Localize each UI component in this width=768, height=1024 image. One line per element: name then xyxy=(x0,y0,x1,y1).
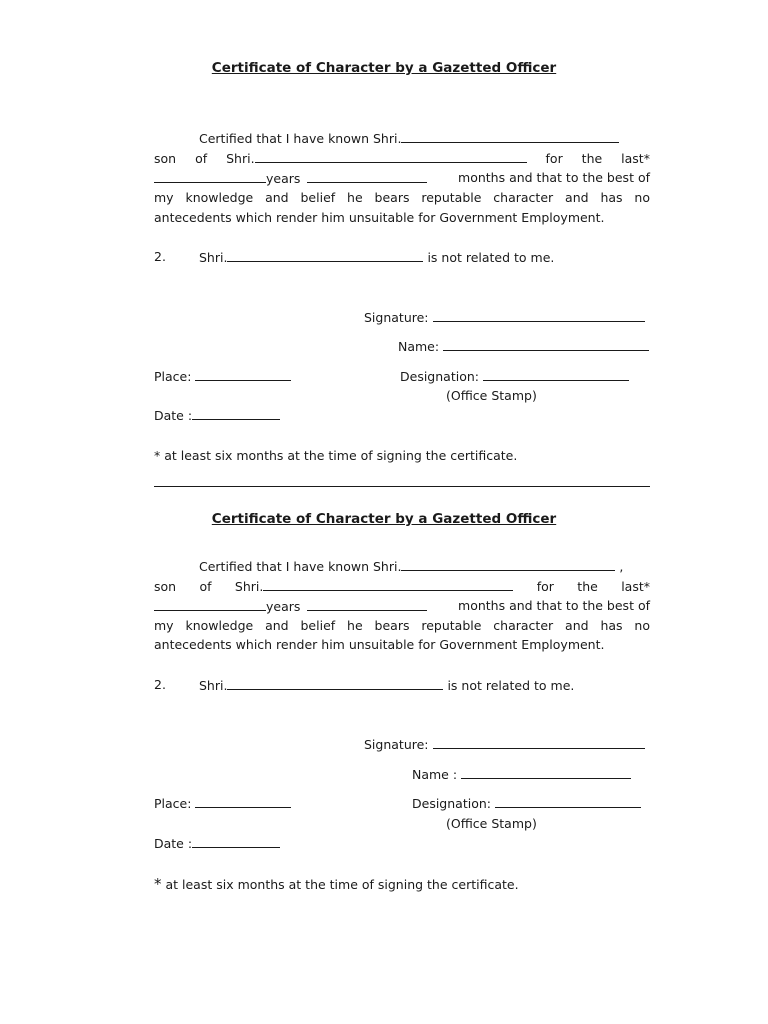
cert1-line-1 xyxy=(199,128,619,149)
cert1-signature-label: Signature: xyxy=(364,310,429,325)
cert1-footnote: * at least six months at the time of signing the certificate. xyxy=(154,448,518,463)
cert1-son-word: son xyxy=(154,151,177,166)
cert1-years-blank xyxy=(154,168,266,183)
cert2-signature-label: Signature: xyxy=(364,737,429,752)
cert2-date-blank xyxy=(192,833,280,848)
cert2-line-5: antecedents which render him unsuitable for Government Employment. xyxy=(154,637,605,652)
cert1-designation-row xyxy=(400,366,629,387)
cert1-designation-label: Designation: xyxy=(400,369,479,384)
cert1-place-blank xyxy=(195,366,291,381)
certificate-2-title: Certificate of Character by a Gazetted Officer xyxy=(211,511,557,527)
cert2-footnote-asterisk: * xyxy=(154,875,162,893)
cert2-footnote-text: at least six months at the time of signing the certificate. xyxy=(161,877,519,892)
cert1-date-blank xyxy=(192,405,280,420)
cert1-para-2 xyxy=(199,247,554,268)
cert1-years-label: years xyxy=(266,171,301,186)
cert1-known-shri-label: Certified that I have known Shri. xyxy=(199,131,402,146)
cert2-designation-row xyxy=(412,793,641,814)
cert2-for-word: for xyxy=(536,579,554,594)
cert1-para-2-number: 2. xyxy=(154,249,166,264)
cert2-name-blank xyxy=(461,764,631,779)
cert2-name-label: Name : xyxy=(412,767,458,782)
cert1-line-2 xyxy=(154,148,650,169)
cert2-son-of-shri xyxy=(235,579,513,594)
cert1-line-5: antecedents which render him unsuitable for Government Employment. xyxy=(154,210,605,225)
cert2-office-stamp: (Office Stamp) xyxy=(446,816,537,831)
cert2-para-2-number: 2. xyxy=(154,677,166,692)
cert2-shri-word: Shri. xyxy=(234,579,264,594)
cert1-date-label: Date : xyxy=(154,408,193,423)
cert1-months-text: months and that to the best of xyxy=(458,170,650,185)
cert2-para-2-tail: is not related to me. xyxy=(447,678,575,693)
cert1-father-name-blank xyxy=(255,148,527,163)
cert1-for-word: for xyxy=(545,151,563,166)
cert2-comma: , xyxy=(619,559,624,574)
cert1-the-word: the xyxy=(581,151,603,166)
cert2-years-label: years xyxy=(266,599,301,614)
certificate-1-title: Certificate of Character by a Gazetted Officer xyxy=(211,60,557,76)
cert1-para-2-tail: is not related to me. xyxy=(427,250,555,265)
cert2-the-word: the xyxy=(577,579,598,594)
cert1-para-2-shri: Shri. xyxy=(199,250,228,265)
cert2-years-blank xyxy=(154,596,266,611)
cert2-footnote xyxy=(154,874,519,895)
cert2-months-blank xyxy=(307,596,427,611)
cert2-last-word: last* xyxy=(621,579,650,594)
section-divider xyxy=(154,486,650,487)
cert1-designation-blank xyxy=(483,366,629,381)
cert2-place-blank xyxy=(195,793,291,808)
cert1-known-shri-blank xyxy=(401,128,619,143)
cert1-months-blank xyxy=(307,168,427,183)
cert1-name-label: Name: xyxy=(398,339,440,354)
cert1-line-4: my knowledge and belief he bears reputable character and has no xyxy=(154,190,650,205)
cert1-son-of-shri xyxy=(226,151,526,166)
cert1-shri-word: Shri. xyxy=(226,151,255,166)
cert2-son-word: son xyxy=(154,579,177,594)
cert1-name-blank xyxy=(443,336,649,351)
cert1-of-word: of xyxy=(195,151,208,166)
cert2-name-row xyxy=(412,764,631,785)
cert2-signature-row xyxy=(364,734,645,755)
cert1-signature-blank xyxy=(433,307,645,322)
cert1-place-label: Place: xyxy=(154,369,192,384)
cert1-para-2-blank xyxy=(227,247,423,262)
cert1-name-row xyxy=(398,336,649,357)
cert2-line-3 xyxy=(154,596,427,617)
cert2-para-2-blank xyxy=(227,675,443,690)
cert2-date-row xyxy=(154,833,280,854)
cert2-father-name-blank xyxy=(263,576,513,591)
cert2-line-4: my knowledge and belief he bears reputable character and has no xyxy=(154,618,650,633)
cert2-para-2-shri: Shri. xyxy=(199,678,228,693)
cert2-line-2 xyxy=(154,576,650,597)
cert1-date-row xyxy=(154,405,280,426)
cert1-place-row xyxy=(154,366,291,387)
cert2-known-shri-label: Certified that I have known Shri. xyxy=(199,559,402,574)
cert2-months-text: months and that to the best of xyxy=(458,598,650,613)
cert2-designation-blank xyxy=(495,793,641,808)
cert2-place-label: Place: xyxy=(154,796,192,811)
cert1-line-3 xyxy=(154,168,427,189)
cert2-date-label: Date : xyxy=(154,836,193,851)
cert2-of-word: of xyxy=(199,579,212,594)
cert2-designation-label: Designation: xyxy=(412,796,491,811)
cert1-office-stamp: (Office Stamp) xyxy=(446,388,537,403)
cert2-place-row xyxy=(154,793,291,814)
cert2-signature-blank xyxy=(433,734,645,749)
cert2-known-shri-blank xyxy=(401,556,615,571)
cert1-last-word: last* xyxy=(621,151,650,166)
cert2-line-1 xyxy=(199,556,623,577)
cert1-signature-row xyxy=(364,307,645,328)
cert2-para-2 xyxy=(199,675,574,696)
